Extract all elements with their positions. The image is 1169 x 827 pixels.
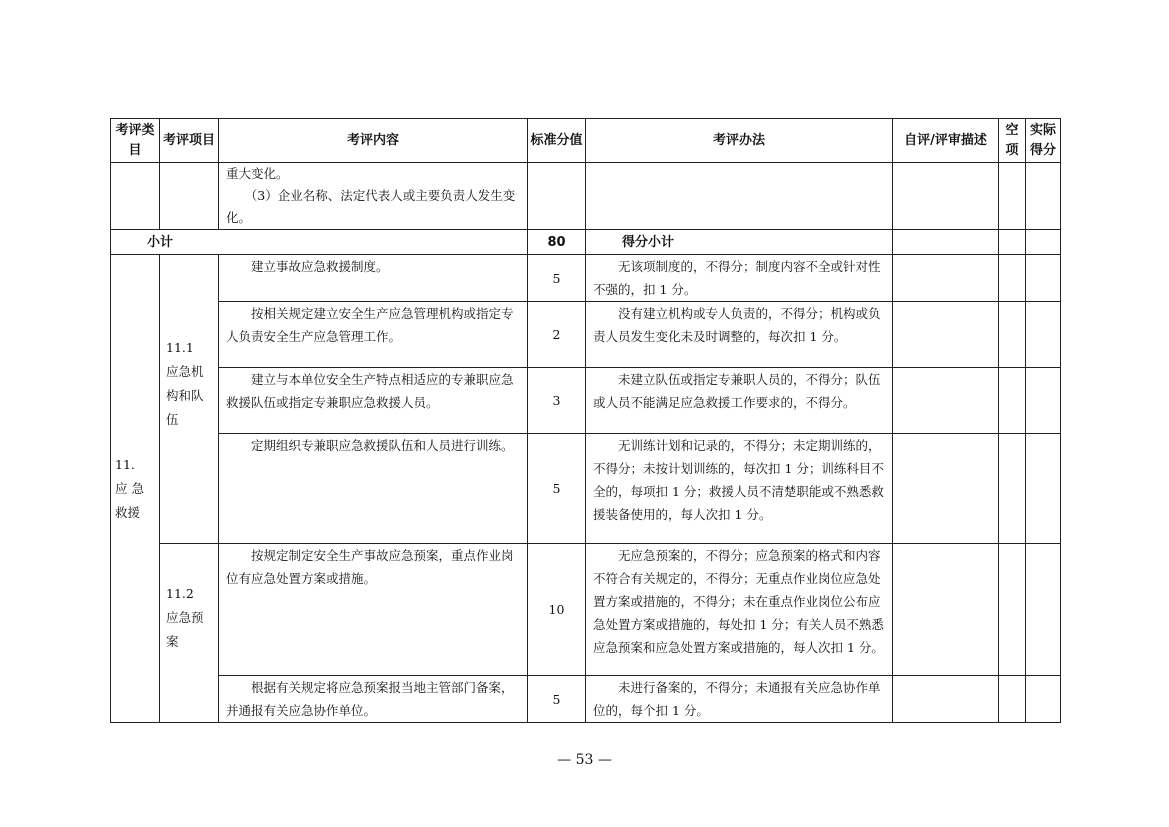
subtotal-method-label: 得分小计 (622, 234, 675, 250)
method-cell: 未建立队伍或指定专兼职人员的，不得分；队伍或人员不能满足应急救援工作要求的，不得分。 (586, 368, 893, 434)
header-score: 标准分值 (528, 119, 586, 163)
page-number: — 53 — (557, 752, 612, 768)
header-content: 考评内容 (219, 119, 528, 163)
category-cell: 11. 应 急 救援 (111, 255, 160, 723)
score-cell: 5 (528, 676, 586, 723)
header-category: 考评类目 (111, 119, 160, 163)
header-method: 考评办法 (586, 119, 893, 163)
item-cell: 11.1 应急机构和队伍 (160, 255, 219, 544)
table-row (111, 434, 1061, 544)
score-cell: 2 (528, 302, 586, 368)
header-item: 考评项目 (160, 119, 219, 163)
continued-content: 重大变化。 （3）企业名称、法定代表人或主要负责人发生变化。 (219, 163, 528, 230)
table-row (111, 302, 1061, 368)
content-cell: 按相关规定建立安全生产应急管理机构或指定专人负责安全生产应急管理工作。 (219, 302, 528, 368)
content-cell: 建立事故应急救援制度。 (219, 255, 528, 302)
score-cell: 5 (528, 255, 586, 302)
table-row (111, 255, 1061, 302)
subtotal-score: 80 (528, 230, 586, 255)
content-cell: 根据有关规定将应急预案报当地主管部门备案，并通报有关应急协作单位。 (219, 676, 528, 723)
subtotal-row (111, 230, 1061, 255)
content-cell: 建立与本单位安全生产特点相适应的专兼职应急救援队伍或指定专兼职应急救援人员。 (219, 368, 528, 434)
table-row (111, 368, 1061, 434)
method-cell: 未进行备案的，不得分；未通报有关应急协作单位的，每个扣 1 分。 (586, 676, 893, 723)
item-cell: 11.2 应急预案 (160, 544, 219, 723)
method-cell: 无应急预案的，不得分；应急预案的格式和内容不符合有关规定的，不得分；无重点作业岗位应急处置方案或措施的，不得分；未在重点作业岗位公布应急处置方案或措施的，每处扣 1 分；有关人员不熟悉应急预案和应急处置方案或措施的，每人次扣 1 分。 (586, 544, 893, 676)
score-cell: 3 (528, 368, 586, 434)
content-cell: 定期组织专兼职应急救援队伍和人员进行训练。 (219, 434, 528, 544)
score-cell: 5 (528, 434, 586, 544)
table-row (111, 544, 1061, 676)
evaluation-table (110, 118, 1061, 723)
continued-row (111, 163, 1061, 230)
header-actual: 实际得分 (1026, 119, 1061, 163)
table-row (111, 676, 1061, 723)
header-empty: 空项 (999, 119, 1026, 163)
content-cell: 按规定制定安全生产事故应急预案，重点作业岗位有应急处置方案或措施。 (219, 544, 528, 676)
header-row (111, 119, 1061, 163)
score-cell: 10 (528, 544, 586, 676)
method-cell: 没有建立机构或专人负责的，不得分；机构或负责人员发生变化未及时调整的，每次扣 1 分。 (586, 302, 893, 368)
header-self-eval: 自评/评审描述 (893, 119, 999, 163)
method-cell: 无该项制度的，不得分；制度内容不全或针对性不强的，扣 1 分。 (586, 255, 893, 302)
method-cell: 无训练计划和记录的，不得分；未定期训练的，不得分；未按计划训练的，每次扣 1 分；训练科目不全的，每项扣 1 分；救援人员不清楚职能或不熟悉救援装备使用的，每人次扣 1 分。 (586, 434, 893, 544)
subtotal-label: 小计 (147, 234, 174, 250)
